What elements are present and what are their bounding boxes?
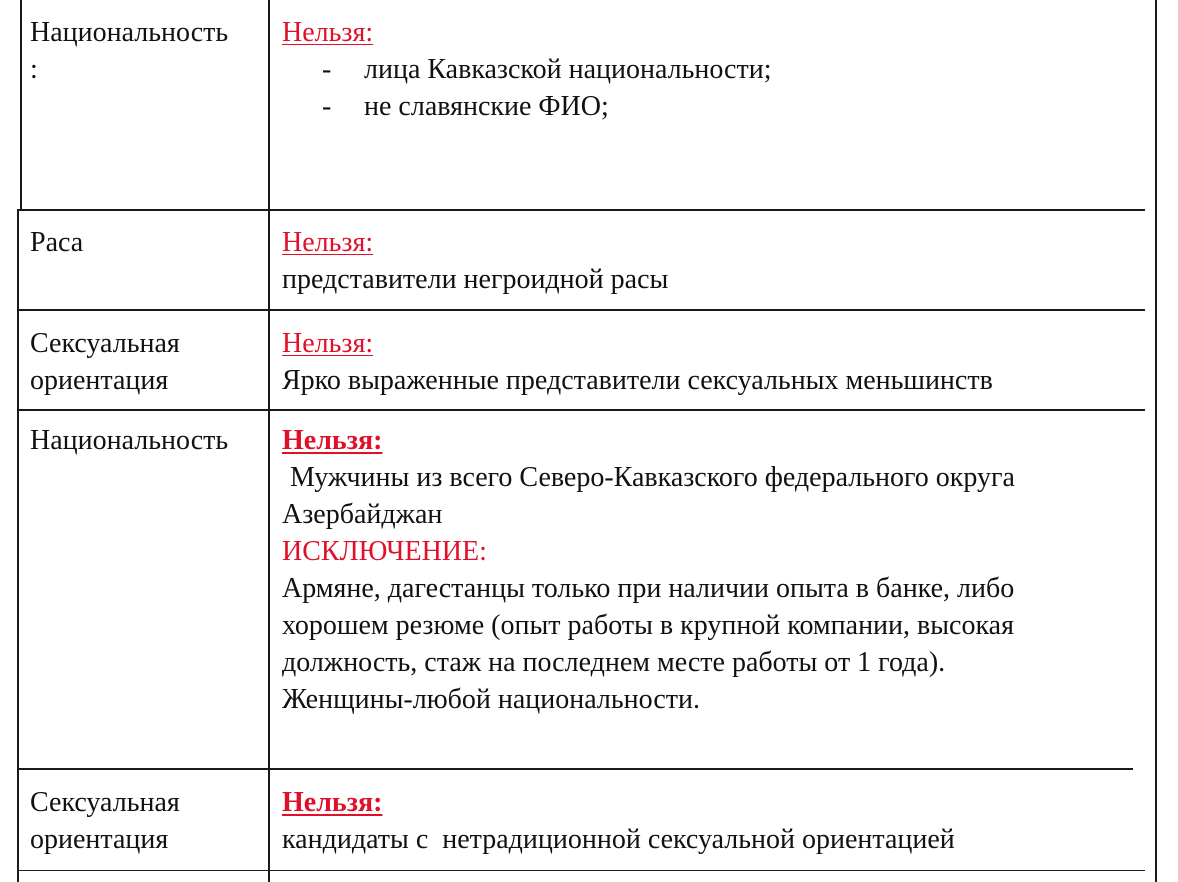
row-5-content — [282, 784, 955, 858]
column-divider — [268, 0, 270, 882]
row-1-label — [30, 14, 228, 88]
row-3-text: Ярко выраженные представители сексуальных меньшинств — [282, 365, 993, 396]
row-4-exception-heading: ИСКЛЮЧЕНИЕ: — [282, 536, 487, 567]
row-2-heading: Нельзя: — [282, 227, 374, 258]
bullet-text: лица Кавказской национальности; — [364, 54, 772, 85]
row-1-bullet-1: - лица Кавказской национальности; — [322, 54, 772, 85]
row-4-line-1: Мужчины из всего Северо-Кавказского федерального округа — [290, 462, 1015, 493]
row-1-label-colon: : — [30, 54, 38, 85]
row-5-text: кандидаты с нетрадиционной сексуальной ориентацией — [282, 824, 955, 855]
row-3-label-line-2: ориентация — [30, 365, 169, 396]
row-5-label-line-1: Сексуальная — [30, 787, 180, 818]
row-4-line-5: должность, стаж на последнем месте работы от 1 года). — [282, 647, 946, 678]
row-1-label-text: Национальность — [30, 17, 229, 48]
row-divider — [17, 309, 1145, 311]
row-divider — [17, 768, 1133, 770]
row-4-line-6: Женщины-любой национальности. — [282, 684, 700, 715]
row-divider — [17, 870, 1145, 871]
bullet-text: не славянские ФИО; — [364, 91, 609, 122]
row-4-label: Национальность — [30, 425, 229, 456]
row-3-content — [282, 325, 993, 399]
row-5-label — [30, 784, 180, 858]
row-2-text: представители негроидной расы — [282, 264, 669, 295]
row-4-line-2: Азербайджан — [282, 499, 443, 530]
table-left-border — [20, 0, 22, 210]
row-2-label: Раса — [30, 227, 84, 258]
row-4-content — [282, 422, 1015, 718]
row-4-heading: Нельзя: — [282, 425, 383, 456]
row-5-label-line-2: ориентация — [30, 824, 169, 855]
row-1-content — [282, 14, 771, 125]
row-1-heading: Нельзя: — [282, 17, 374, 48]
row-4-line-4: хорошем резюме (опыт работы в крупной компании, высокая — [282, 610, 1014, 641]
row-2-content — [282, 224, 668, 298]
row-3-label — [30, 325, 180, 399]
table-right-border — [1155, 0, 1157, 882]
row-3-label-line-1: Сексуальная — [30, 328, 180, 359]
row-4-line-3: Армяне, дагестанцы только при наличии опыта в банке, либо — [282, 573, 1015, 604]
row-1-bullet-2: - не славянские ФИО; — [322, 91, 609, 122]
row-divider — [17, 409, 1145, 411]
row-divider — [17, 209, 1145, 211]
row-3-heading: Нельзя: — [282, 328, 374, 359]
row-5-heading: Нельзя: — [282, 787, 383, 818]
